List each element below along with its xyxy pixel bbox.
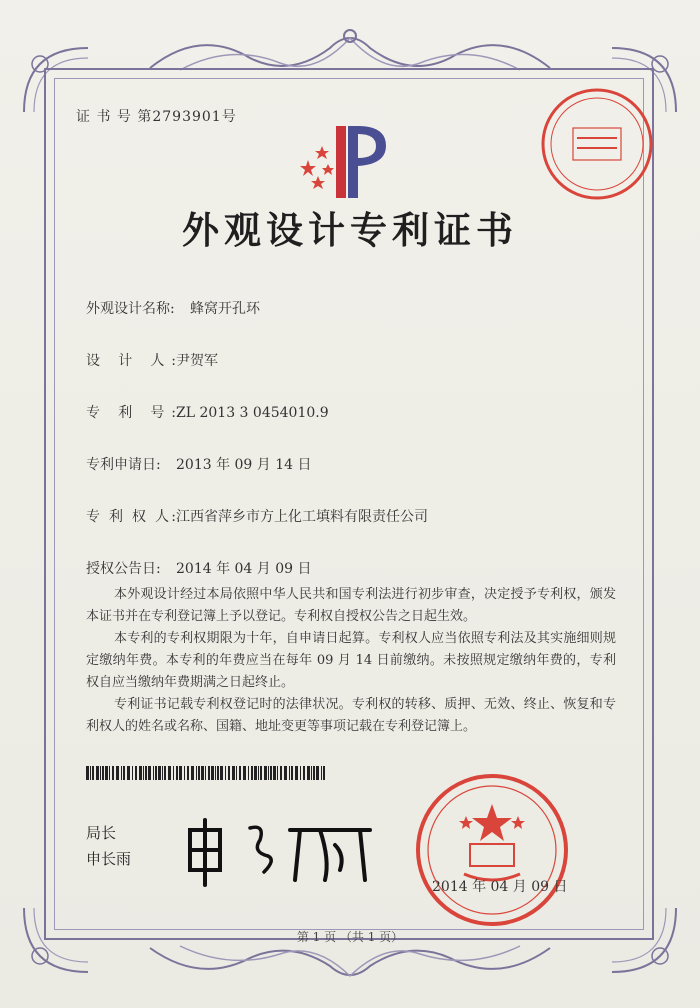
barcode-bar xyxy=(270,766,272,780)
barcode-bar xyxy=(123,766,125,780)
barcode-bar xyxy=(135,766,137,780)
barcode-bar xyxy=(176,766,178,780)
certificate-number-value: 2793901 xyxy=(152,109,222,125)
barcode-bar xyxy=(105,766,108,780)
barcode-bar xyxy=(268,766,269,780)
grant-date-label: 授权公告日: xyxy=(86,561,161,577)
barcode-bar xyxy=(86,766,89,780)
barcode-bar xyxy=(127,766,130,780)
barcode-bar xyxy=(96,766,99,780)
barcode-bar xyxy=(184,766,185,780)
patentee-value: 江西省萍乡市方上化工填料有限责任公司 xyxy=(176,509,428,525)
patentee-label: 专 利 权 人: xyxy=(86,509,176,525)
barcode-bar xyxy=(289,766,290,780)
barcode-bar xyxy=(258,766,259,780)
barcode-bar xyxy=(205,766,206,780)
body-paragraph xyxy=(86,694,616,738)
body-paragraph xyxy=(86,584,616,628)
officer-name: 申长雨 xyxy=(86,850,132,868)
design-name-label: 外观设计名称: xyxy=(86,301,175,317)
designer-row xyxy=(86,350,218,370)
barcode-bar xyxy=(254,766,257,780)
barcode-bar xyxy=(168,766,171,780)
certificate-number-suffix: 号 xyxy=(221,109,237,125)
barcode-bar xyxy=(90,766,91,780)
barcode-bar xyxy=(232,766,235,780)
barcode-bar xyxy=(153,766,154,780)
barcode-bar xyxy=(248,766,249,780)
design-name-value: 蜂窝开孔环 xyxy=(190,301,260,317)
barcode-bar xyxy=(148,766,151,780)
barcode-bar xyxy=(295,766,298,780)
barcode-bar xyxy=(280,766,282,780)
patent-office-logo xyxy=(296,120,396,200)
body-paragraph xyxy=(86,628,616,694)
patent-number-label: 专 利 号: xyxy=(86,405,176,421)
patent-number-value: ZL 2013 3 0454010.9 xyxy=(176,405,329,421)
paragraph-text: 专利证书记载专利权登记时的法律状况。专利权的转移、质押、无效、终止、恢复和专利权人的姓名或名称、国籍、地址变更等事项记载在专利登记簿上。 xyxy=(86,697,616,734)
barcode-bar xyxy=(313,766,315,780)
barcode-bar xyxy=(187,766,189,780)
barcode-bar xyxy=(121,766,122,780)
tax-stamp-seal xyxy=(537,84,657,204)
barcode-bar xyxy=(316,766,319,780)
barcode-bar xyxy=(323,766,325,780)
filing-date-value: 2013 年 09 月 14 日 xyxy=(176,457,312,473)
barcode-bar xyxy=(211,766,214,780)
barcode-bar xyxy=(162,766,163,780)
barcode-bar xyxy=(220,766,223,780)
patent-number-row xyxy=(86,402,329,422)
barcode-bar xyxy=(191,766,194,780)
barcode-bar xyxy=(239,766,241,780)
certificate-title: 外观设计专利证书 xyxy=(182,208,518,252)
filing-date-label: 专利申请日: xyxy=(86,457,161,473)
designer-value: 尹贺军 xyxy=(176,353,218,369)
barcode-bar xyxy=(311,766,312,780)
design-name-row xyxy=(86,298,260,318)
barcode-bar xyxy=(284,766,287,780)
barcode-bar xyxy=(173,766,174,780)
barcode-bar xyxy=(236,766,237,780)
certificate-number-label: 证 书 号 第 xyxy=(76,109,153,125)
barcode-bar xyxy=(225,766,226,780)
barcode-bar xyxy=(109,766,110,780)
barcode-bar xyxy=(139,766,142,780)
officer-title: 局长 xyxy=(86,824,117,842)
barcode-bar xyxy=(303,766,305,780)
paragraph-text: 本专利的专利权期限为十年，自申请日起算。专利权人应当依照专利法及其实施细则规定缴纳年费。本专利的年费应当在每年 09 月 14 日前缴纳。未按照规定缴纳年费的，专利权自应当缴纳年费期满之日起终止。 xyxy=(86,631,616,690)
signature-image xyxy=(180,800,380,890)
barcode-bar xyxy=(243,766,246,780)
barcode-bar xyxy=(158,766,161,780)
barcode-bar xyxy=(164,766,166,780)
page-footer: 第 1 页 （共 1 页） xyxy=(296,930,404,944)
barcode-bar xyxy=(179,766,182,780)
barcode-bar xyxy=(215,766,216,780)
barcode-bar xyxy=(145,766,147,780)
barcode-bar xyxy=(321,766,322,780)
barcode-bar xyxy=(132,766,133,780)
barcode-bar xyxy=(155,766,157,780)
patentee-row xyxy=(86,506,428,526)
barcode-bar xyxy=(100,766,101,780)
barcode-bar xyxy=(143,766,144,780)
designer-label: 设 计 人: xyxy=(86,353,176,369)
barcode-bar xyxy=(251,766,253,780)
barcode-bar xyxy=(102,766,104,780)
grant-date-value: 2014 年 04 月 09 日 xyxy=(176,561,312,577)
barcode-bar xyxy=(307,766,310,780)
paragraph-text: 本外观设计经过本局依照中华人民共和国专利法进行初步审查，决定授予专利权，颁发本证书并在专利登记簿上予以登记。专利权自授权公告之日起生效。 xyxy=(86,587,616,624)
barcode xyxy=(86,766,326,780)
barcode-bar xyxy=(291,766,293,780)
barcode-bar xyxy=(300,766,301,780)
barcode-bar xyxy=(198,766,200,780)
patent-office-seal xyxy=(412,770,572,930)
barcode-bar xyxy=(208,766,210,780)
grant-date-row xyxy=(86,558,312,578)
seal-date: 2014 年 04 月 09 日 xyxy=(432,879,568,895)
barcode-bar xyxy=(260,766,262,780)
barcode-bar xyxy=(92,766,94,780)
barcode-bar xyxy=(217,766,219,780)
certificate-number xyxy=(76,106,237,126)
barcode-bar xyxy=(196,766,197,780)
barcode-bar xyxy=(264,766,267,780)
barcode-bar xyxy=(277,766,278,780)
barcode-bar xyxy=(273,766,276,780)
barcode-bar xyxy=(116,766,119,780)
barcode-bar xyxy=(201,766,204,780)
bottom-ornament xyxy=(140,940,560,992)
barcode-bar xyxy=(112,766,114,780)
filing-date-row xyxy=(86,454,312,474)
barcode-bar xyxy=(228,766,230,780)
